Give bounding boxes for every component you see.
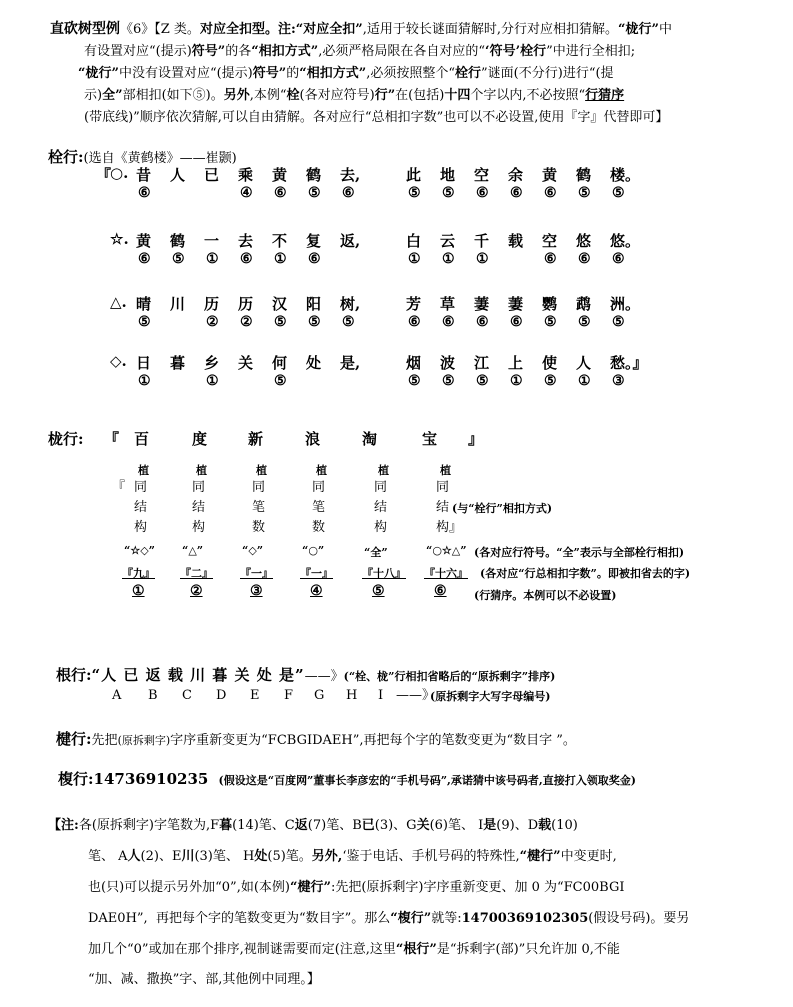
shuan-poem-char: 复 [306, 232, 322, 250]
shuan-number-mark: ① [274, 251, 287, 267]
intro-text: 在(包括) [395, 88, 445, 103]
shuan-number-mark: ⑥ [544, 185, 557, 201]
intro-text: 《6》【Z 类。 [120, 22, 200, 37]
long-method-note: (与“栓行”相扣方式) [452, 502, 553, 515]
shuan-number-mark: ⑥ [578, 251, 591, 267]
jian-text: 先把 [91, 733, 118, 748]
note-text: 中变更时, [560, 849, 617, 864]
note-line-2 [88, 847, 617, 866]
long-symbol: “△” [182, 544, 204, 557]
shuan-poem-char: 何 [272, 354, 288, 372]
long-method-char: 构』 [436, 520, 463, 535]
note-text: DAE0H”, [88, 911, 148, 926]
gen-letter: D [216, 688, 227, 703]
shuan-number-mark: ⑥ [510, 185, 523, 201]
long-zhi-label: 植 [256, 464, 267, 477]
shuan-poem-char: 人 [576, 354, 592, 372]
gen-arrow: ——》 [304, 669, 344, 684]
shuan-number-mark: ⑤ [342, 314, 355, 330]
note-line-1 [48, 816, 578, 835]
intro-text: 符号” [252, 66, 287, 81]
note-text: 另外, [311, 849, 343, 864]
shuan-row-mark: ◇. [110, 352, 127, 370]
shuan-poem-char: 人 [170, 166, 186, 184]
intro-line-2 [84, 42, 635, 61]
shuan-poem-char: 悠 [576, 232, 592, 250]
intro-text: 行” [374, 88, 396, 103]
fu-row [58, 768, 636, 789]
shuan-number-mark: ② [240, 314, 253, 330]
note-text: “根行” [395, 942, 437, 957]
note-text: 人 [127, 849, 141, 864]
intro-text: 另外 [223, 88, 250, 103]
long-symbol: “全” [364, 546, 388, 559]
shuan-poem-char: 黄 [136, 232, 152, 250]
long-symbol: “○” [302, 544, 325, 557]
shuan-number-mark: ⑤ [544, 314, 557, 330]
shuan-poem-char: 波 [440, 354, 456, 372]
note-text: “加、减、撒换”字、部,其他例中同理。】 [88, 972, 320, 987]
fu-number: 14736910235 [93, 770, 209, 788]
long-header [48, 428, 84, 449]
shuan-number-mark: ⑤ [578, 185, 591, 201]
long-symbol: “◇” [242, 544, 264, 557]
long-method-char: 笔 [312, 500, 326, 515]
long-item: 宝 [422, 430, 438, 448]
long-label: 栊行: [48, 430, 84, 448]
gen-note: (“栓、栊”行相扣省略后的“原拆剩字”排序) [343, 670, 556, 683]
note-line-4 [88, 909, 689, 928]
note-line-3 [88, 878, 624, 897]
shuan-poem-char: 千 [474, 232, 490, 250]
shuan-number-mark: ⑥ [308, 251, 321, 267]
long-order: ② [190, 583, 203, 599]
intro-line-5 [84, 108, 668, 127]
note-text: 笔、 A [88, 849, 128, 864]
note-line-5 [88, 940, 620, 959]
long-count: 『十八』 [362, 567, 406, 580]
note-text: 关 [416, 818, 430, 833]
shuan-number-mark: ⑤ [308, 314, 321, 330]
long-method-char: 构 [192, 520, 206, 535]
note-text: (3)、G [374, 818, 417, 833]
shuan-poem-char: 去, [340, 166, 361, 184]
gen-letter: E [250, 688, 260, 703]
shuan-poem-char: 汉 [272, 295, 288, 313]
note-text: (14)笔、C [232, 818, 295, 833]
long-symbol-note: (各对应行符号。“全”表示与全部栓行相扣) [474, 546, 685, 559]
intro-text: 中没有设置对应“(提示) [118, 66, 253, 81]
shuan-number-mark: ⑥ [442, 314, 455, 330]
note-text: (9)、D [496, 818, 539, 833]
example-title: 直砍树型例 [50, 21, 120, 37]
intro-text: 有设置对应“(提示) [84, 44, 192, 59]
long-count: 『十六』 [424, 567, 468, 580]
shuan-number-mark: ① [510, 373, 523, 389]
long-count: 『九』 [122, 567, 155, 580]
long-close-bracket: 』 [468, 430, 484, 448]
shuan-number-mark: ① [138, 373, 151, 389]
gen-letter: F [284, 688, 294, 703]
shuan-number-mark: ① [578, 373, 591, 389]
gen-letter: A [112, 688, 122, 703]
long-count: 『二』 [180, 567, 213, 580]
shuan-source: (选自《黄鹤楼》——崔颢) [83, 151, 237, 166]
long-order: ⑥ [434, 583, 447, 599]
gen-letter: C [182, 688, 192, 703]
note-text: 是 [483, 818, 497, 833]
jian-label: 楗行: [56, 730, 92, 748]
shuan-poem-char: 黄 [542, 166, 558, 184]
intro-text: “栊行” [617, 22, 659, 37]
intro-text: ,必须严格局限在各自对应的“ [318, 44, 486, 59]
shuan-poem-char: 已 [204, 166, 220, 184]
note-text: 是“拆剩字(部)”只允许加 0,不能 [436, 942, 620, 957]
shuan-poem-char: 载 [508, 232, 524, 250]
shuan-row-mark: ☆. [110, 230, 129, 248]
shuan-poem-char: 萋 [508, 295, 524, 313]
shuan-poem-char: 树, [340, 295, 361, 313]
note-text: (7)笔、B [307, 818, 362, 833]
shuan-poem-char: 是, [340, 354, 361, 372]
note-text: (2)、E [140, 849, 182, 864]
long-tong-char: 同 [134, 480, 148, 495]
long-item: 浪 [305, 430, 321, 448]
shuan-number-mark: ① [206, 373, 219, 389]
shuan-poem-char: 此 [406, 166, 422, 184]
shuan-poem-char: 余 [508, 166, 524, 184]
note-text: (6)笔、 I [429, 818, 484, 833]
note-line-6 [88, 970, 320, 989]
note-text: 加几个“0”或加在那个排序,视制谜需要而定(注意,这里 [88, 942, 396, 957]
long-open-bracket: 『 [112, 480, 126, 495]
shuan-poem-char: 鹤 [170, 232, 186, 250]
long-zhi-label: 植 [196, 464, 207, 477]
shuan-poem-char: 昔 [136, 166, 152, 184]
note-text: “楗行” [289, 880, 331, 895]
shuan-number-mark: ① [476, 251, 489, 267]
shuan-poem-char: 萋 [474, 295, 490, 313]
note-text: (10) [551, 818, 578, 833]
shuan-poem-char: 日 [136, 354, 152, 372]
long-method-char: 结 [134, 500, 148, 515]
fu-note: (假设这是“百度网”董事长李彦宏的“手机号码”,承诺猜中该号码者,直接打入领取奖金) [218, 774, 636, 787]
intro-text: ,本例“ [249, 88, 287, 103]
intro-text: (带底线)”顺序依次猜解,可以自由猜解。各对应行“总相扣字数”也可以不必设置,使用『字』代替即可】 [84, 110, 669, 125]
long-symbol: “○☆△” [426, 544, 467, 557]
note-text: 也(只)可以提示另外加“0”,如(本例) [88, 880, 290, 895]
jian-text: 字序重新变更为“FCBGIDAEH”,再把每个字的笔数变更为“数目字 ”。 [170, 733, 576, 748]
shuan-poem-char: 草 [440, 295, 456, 313]
intro-text: 对应全扣型。注:“对应全扣” [199, 22, 363, 37]
shuan-poem-char: 返, [340, 232, 361, 250]
long-open-bracket: 『 [104, 430, 120, 448]
intro-text: 个字以内,不必按照“ [470, 88, 586, 103]
note-text: 已 [361, 818, 375, 833]
shuan-number-mark: ⑥ [342, 185, 355, 201]
shuan-number-mark: ⑥ [476, 185, 489, 201]
long-method-char: 结 [374, 500, 388, 515]
intro-line-4 [84, 86, 624, 105]
shuan-poem-char: 处 [306, 354, 322, 372]
shuan-poem-char: 晴 [136, 295, 152, 313]
gen-letter: H [346, 688, 358, 703]
shuan-poem-char: 历 [204, 295, 220, 313]
long-method-char: 结 [192, 500, 206, 515]
shuan-number-mark: ⑤ [274, 314, 287, 330]
intro-line-3 [78, 64, 614, 83]
intro-text: “相扣方式” [251, 44, 319, 59]
intro-text: ,适用于较长谜面猜解时,分行对应相扣猜解。 [362, 22, 618, 37]
shuan-poem-char: 黄 [272, 166, 288, 184]
shuan-poem-char: 使 [542, 354, 558, 372]
note-text: (3)笔、 H [194, 849, 255, 864]
shuan-poem-char: 阳 [306, 295, 322, 313]
shuan-poem-char: 洲。 [610, 295, 641, 313]
shuan-number-mark: ② [206, 314, 219, 330]
note-text: 再把每个字的笔数变更为“数目字”。那么 [155, 911, 391, 926]
shuan-poem-char: 历 [238, 295, 254, 313]
long-tong-char: 同 [436, 480, 450, 495]
shuan-poem-char: 悠。 [610, 232, 641, 250]
shuan-number-mark: ⑤ [578, 314, 591, 330]
shuan-number-mark: ① [442, 251, 455, 267]
long-order: ① [132, 583, 145, 599]
note-text: 14700369102305 [461, 911, 589, 926]
shuan-number-mark: ⑤ [308, 185, 321, 201]
shuan-number-mark: ⑥ [408, 314, 421, 330]
intro-text: 示) [84, 88, 103, 103]
shuan-number-mark: ⑤ [408, 185, 421, 201]
intro-text: 栓行 [455, 66, 482, 81]
shuan-number-mark: ⑥ [612, 251, 625, 267]
intro-text: ”中进行全相扣; [546, 44, 636, 59]
shuan-number-mark: ③ [612, 373, 625, 389]
note-text: 【注: [48, 818, 79, 833]
long-count: 『一』 [240, 567, 273, 580]
shuan-poem-char: 江 [474, 354, 490, 372]
gen-arrow: ——》 [396, 688, 436, 703]
shuan-poem-char: 空 [542, 232, 558, 250]
intro-text: 的各 [225, 44, 252, 59]
shuan-poem-char: 去 [238, 232, 254, 250]
shuan-poem-char: 关 [238, 354, 254, 372]
shuan-poem-char: 鹤 [576, 166, 592, 184]
shuan-poem-char: 暮 [170, 354, 186, 372]
intro-text: 中 [658, 22, 672, 37]
long-order: ③ [250, 583, 263, 599]
shuan-row-mark: ○. [110, 164, 129, 182]
shuan-number-mark: ⑤ [274, 373, 287, 389]
long-tong-char: 同 [374, 480, 388, 495]
note-text: 处 [254, 849, 268, 864]
shuan-number-mark: ⑤ [612, 314, 625, 330]
shuan-number-mark: ⑤ [442, 373, 455, 389]
shuan-poem-char: 川 [170, 295, 186, 313]
intro-text: 十四 [444, 88, 471, 103]
long-order: ⑤ [372, 583, 385, 599]
intro-text: 栓 [286, 88, 300, 103]
note-text: 各(原拆剩字)字笔数为,F [78, 818, 220, 833]
note-text: “楗行” [519, 849, 561, 864]
note-text: :先把(原拆剩字)字序重新变更、加 0 为“FC00BGI [330, 880, 625, 895]
long-tong-char: 同 [312, 480, 326, 495]
shuan-row-mark: △. [110, 293, 127, 311]
shuan-number-mark: ④ [240, 185, 253, 201]
shuan-poem-char: 鹉 [576, 295, 592, 313]
long-tong-char: 同 [192, 480, 206, 495]
shuan-number-mark: ⑤ [408, 373, 421, 389]
shuan-number-mark: ⑤ [612, 185, 625, 201]
gen-letter: B [148, 688, 158, 703]
note-text: 暮 [219, 818, 233, 833]
note-text: “椱行” [390, 911, 432, 926]
intro-text: ‘符号’栓行 [485, 44, 547, 59]
shuan-number-mark: ⑤ [442, 185, 455, 201]
shuan-number-mark: ⑥ [476, 314, 489, 330]
note-text: 载 [538, 818, 552, 833]
fu-label: 椱行: [58, 770, 94, 788]
long-method-char: 构 [134, 520, 148, 535]
note-text: 川 [181, 849, 195, 864]
shuan-number-mark: ⑤ [544, 373, 557, 389]
intro-text: 部相扣(如下⑤)。 [122, 88, 224, 103]
intro-text: “栊行” [78, 66, 119, 81]
long-tong-char: 同 [252, 480, 266, 495]
intro-text: “相扣方式” [299, 66, 367, 81]
gen-text: “人 已 返 载 川 暮 关 处 是” [91, 666, 305, 684]
intro-text: ,必须按照整个“ [366, 66, 456, 81]
long-count-note: (各对应“行总相扣字数”。即被扣省去的字) [480, 567, 691, 580]
shuan-poem-char: 一 [204, 232, 220, 250]
long-method-char: 笔 [252, 500, 266, 515]
long-order: ④ [310, 583, 323, 599]
shuan-number-mark: ① [408, 251, 421, 267]
intro-line-1 [50, 20, 672, 39]
shuan-number-mark: ⑤ [172, 251, 185, 267]
shuan-poem-char: 楼。 [610, 166, 641, 184]
intro-text: 的 [286, 66, 300, 81]
shuan-poem-char: 白 [406, 232, 422, 250]
long-zhi-label: 植 [440, 464, 451, 477]
shuan-poem-char: 地 [440, 166, 456, 184]
shuan-number-mark: ⑥ [274, 185, 287, 201]
intro-text: 全” [102, 88, 123, 103]
long-item: 百 [134, 430, 150, 448]
long-zhi-label: 植 [378, 464, 389, 477]
long-order-note: (行猜序。本例可以不必设置) [474, 589, 617, 602]
shuan-number-mark: ⑥ [138, 251, 151, 267]
shuan-poem-char: 乡 [204, 354, 220, 372]
long-item: 淘 [362, 430, 378, 448]
shuan-poem-char: 烟 [406, 354, 422, 372]
note-text: (假设号码)。要另 [588, 911, 690, 926]
intro-text: 符号” [191, 44, 226, 59]
shuan-poem-char: 鹦 [542, 295, 558, 313]
intro-text: ”谜面(不分行)进行“(提 [481, 66, 614, 81]
shuan-poem-char: 不 [272, 232, 288, 250]
long-method-char: 数 [252, 520, 266, 535]
long-item: 新 [248, 430, 264, 448]
long-zhi-label: 植 [316, 464, 327, 477]
gen-label: 根行: [56, 666, 92, 684]
long-method-char: 结 [436, 500, 450, 515]
jian-text: (原拆剩字) [117, 734, 171, 747]
shuan-poem-char: 乘 [238, 166, 254, 184]
shuan-number-mark: ⑤ [476, 373, 489, 389]
note-text: (5)笔。 [267, 849, 312, 864]
jian-row [56, 728, 576, 750]
shuan-poem-char: 愁。』 [610, 354, 648, 372]
long-zhi-label: 植 [138, 464, 149, 477]
shuan-poem-char: 鹤 [306, 166, 322, 184]
gen-letter: G [314, 688, 325, 703]
shuan-open-bracket: 『 [96, 166, 112, 184]
long-method-char: 构 [374, 520, 388, 535]
intro-text: (各对应符号) [299, 88, 375, 103]
shuan-poem-char: 云 [440, 232, 456, 250]
shuan-number-mark: ① [206, 251, 219, 267]
shuan-poem-char: 芳 [406, 295, 422, 313]
shuan-poem-char: 上 [508, 354, 524, 372]
intro-text: 行猜序 [585, 88, 625, 103]
shuan-number-mark: ⑥ [138, 185, 151, 201]
long-symbol: “☆◇” [124, 544, 155, 557]
shuan-number-mark: ⑥ [544, 251, 557, 267]
shuan-number-mark: ⑥ [510, 314, 523, 330]
note-text: 返 [294, 818, 308, 833]
shuan-poem-char: 空 [474, 166, 490, 184]
shuan-number-mark: ⑤ [138, 314, 151, 330]
long-count: 『一』 [300, 567, 333, 580]
gen-letter-note: (原拆剩字大写字母编号) [430, 690, 551, 703]
shuan-label: 栓行: [48, 148, 84, 166]
note-text: ‘鉴于电话、手机号码的特殊性, [342, 849, 520, 864]
shuan-number-mark: ⑥ [240, 251, 253, 267]
long-method-char: 数 [312, 520, 326, 535]
gen-row [56, 664, 555, 686]
note-text: 就等: [431, 911, 462, 926]
long-item: 度 [192, 430, 208, 448]
gen-letter: I [378, 688, 384, 703]
